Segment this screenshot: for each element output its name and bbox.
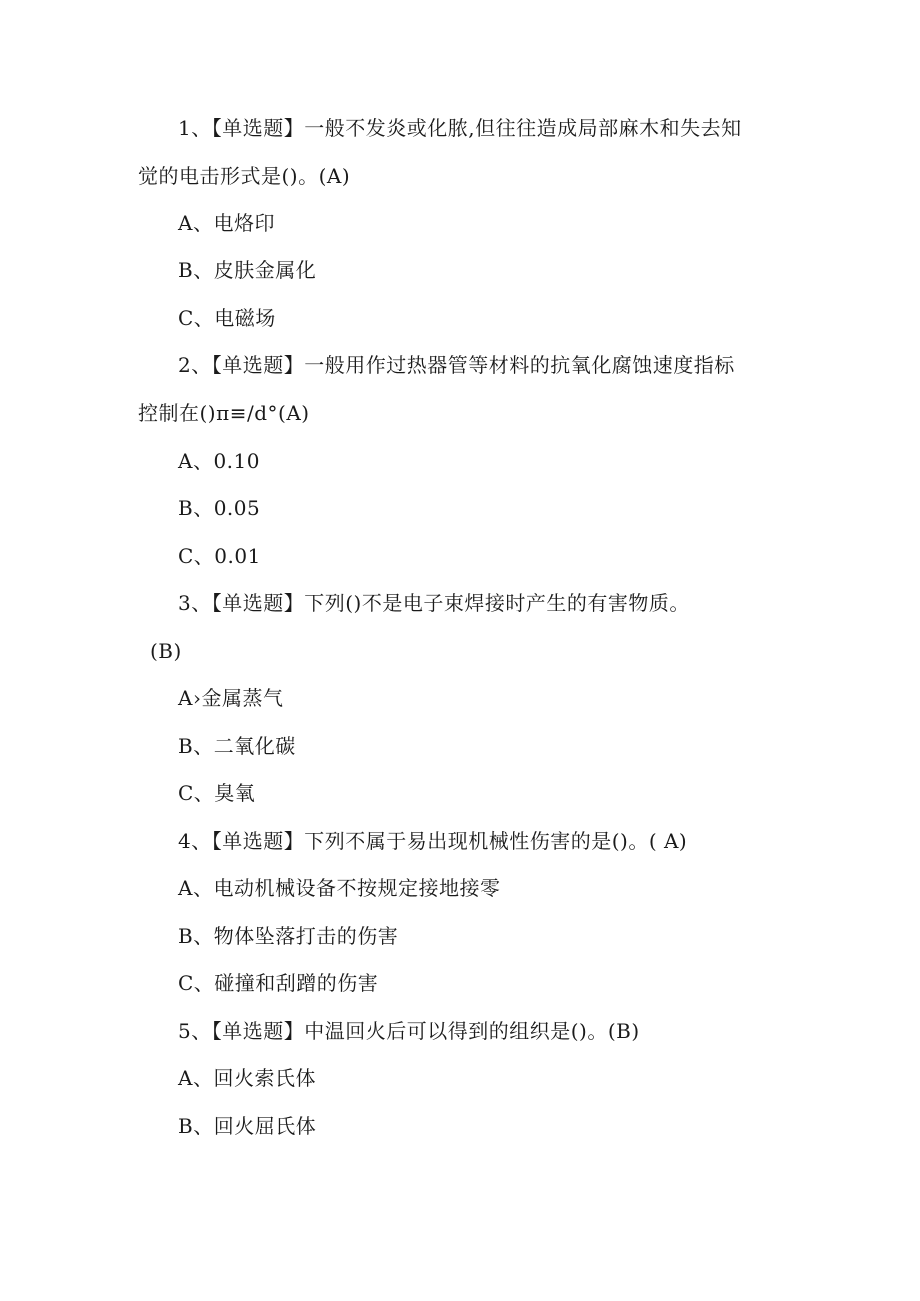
question-3-option-b: B、二氧化碳 (178, 734, 296, 758)
question-4-stem-line-1: 4、【单选题】下列不属于易出现机械性伤害的是()。( A) (178, 829, 688, 853)
question-1-option-b: B、皮肤金属化 (178, 258, 317, 282)
question-3-option-a: A›金属蒸气 (178, 686, 284, 710)
question-5-option-a: A、回火索氏体 (178, 1066, 316, 1090)
question-3-stem-line-1: 3、【单选题】下列()不是电子束焊接时产生的有害物质。 (178, 591, 690, 615)
question-2-option-b: B、0.05 (178, 496, 261, 520)
question-2-option-a: A、0.10 (178, 449, 260, 473)
question-5-option-b: B、回火屈氏体 (178, 1114, 317, 1138)
question-2-stem-line-2: 控制在()π≡/d°(A) (138, 401, 310, 425)
question-1-stem-line-2: 觉的电击形式是()。(A) (138, 164, 351, 188)
question-2-stem-line-1: 2、【单选题】一般用作过热器管等材料的抗氧化腐蚀速度指标 (178, 353, 735, 377)
question-3-stem-line-2: (B) (150, 639, 182, 663)
question-1-option-c: C、电磁场 (178, 306, 276, 330)
question-2-option-c: C、0.01 (178, 544, 261, 568)
question-3-option-c: C、臭氧 (178, 781, 256, 805)
question-1-option-a: A、电烙印 (178, 211, 275, 235)
question-5-stem-line-1: 5、【单选题】中温回火后可以得到的组织是()。(B) (178, 1019, 640, 1043)
question-4-option-c: C、碰撞和刮蹭的伤害 (178, 971, 379, 995)
question-4-option-b: B、物体坠落打击的伤害 (178, 924, 399, 948)
question-1-stem-line-1: 1、【单选题】一般不发炎或化脓,但往往造成局部麻木和失去知 (178, 116, 742, 140)
question-4-option-a: A、电动机械设备不按规定接地接零 (178, 876, 501, 900)
